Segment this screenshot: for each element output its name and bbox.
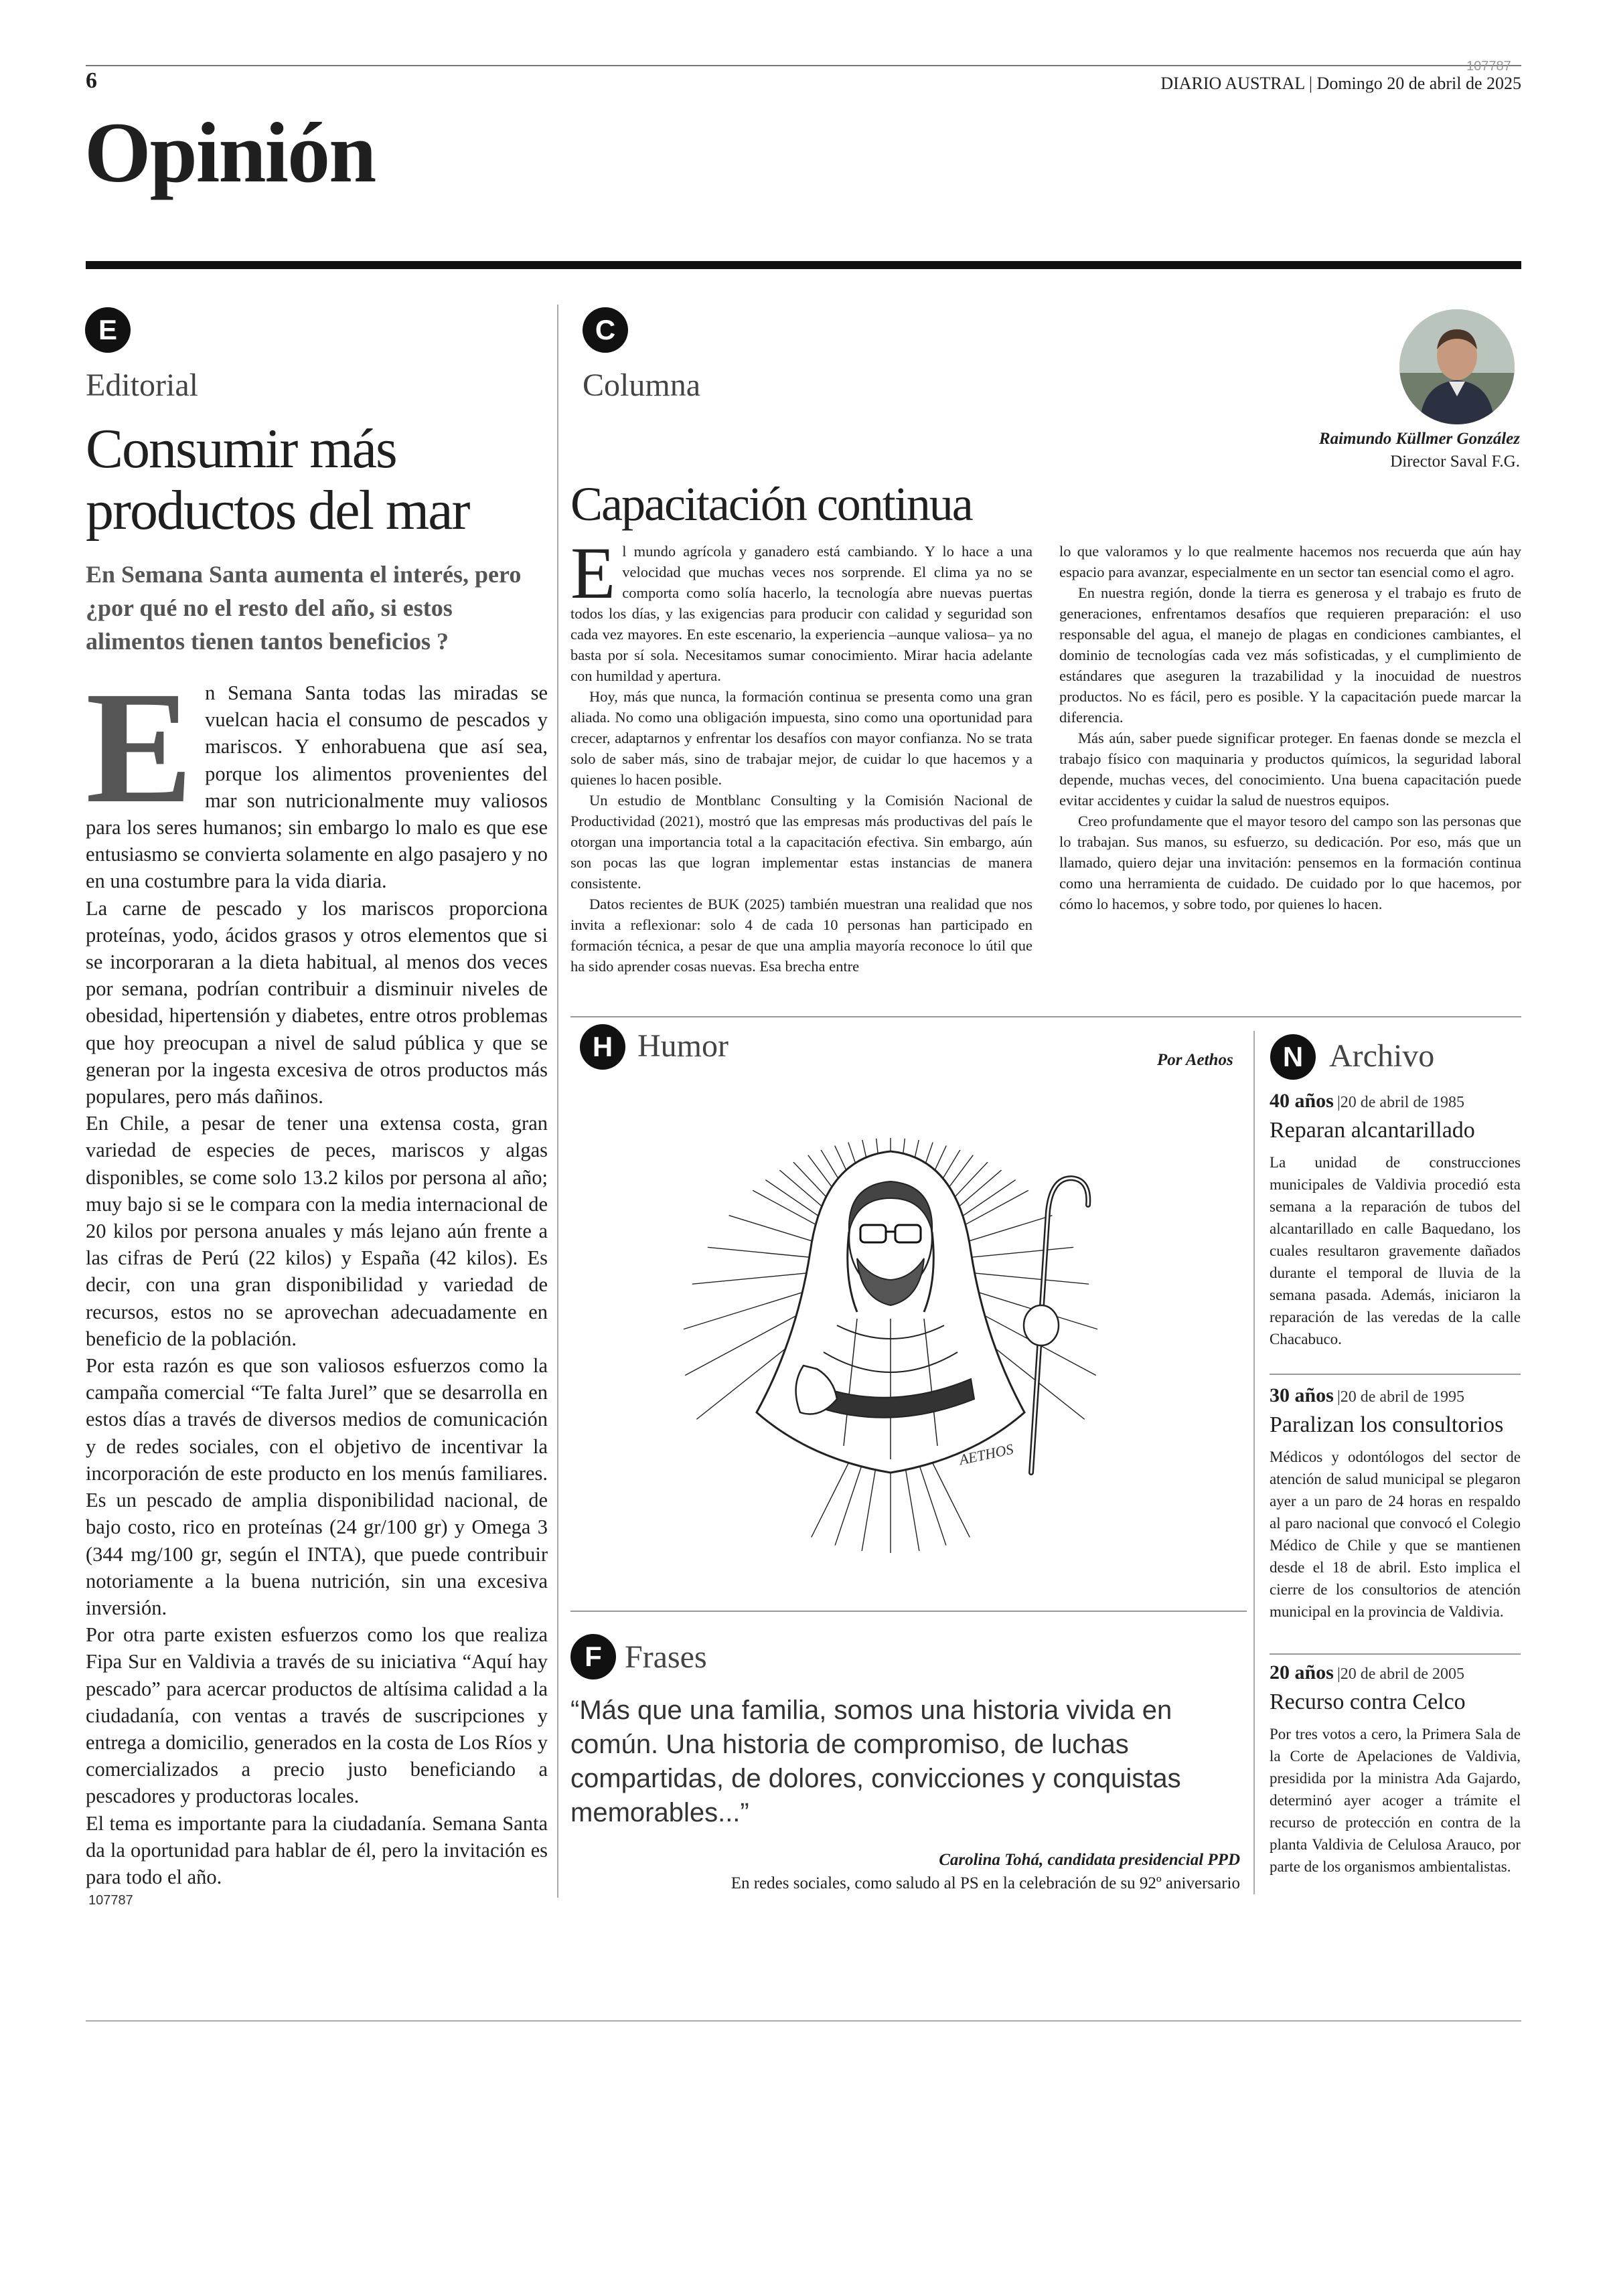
column-bottom-rule (570, 1016, 1521, 1017)
editorial-label: Editorial (86, 367, 198, 403)
column-badge: C (583, 307, 628, 353)
archive-body: La unidad de construcciones municipales de Valdivia procedió esta semana a la reparación de tubos del alcantarillado en calle Baquedano, los cuales resultaron gravemente dañados durante el temporal de lluvia de la semana pasada. Además, iniciaron la reparación de las veredas de la calle Chacabuco. (1270, 1154, 1521, 1347)
column-dropcap: E (570, 532, 616, 614)
archive-date-text: 20 de abril de 1995 (1340, 1388, 1465, 1406)
editorial-body (86, 658, 548, 1890)
author-name: Raimundo Küllmer González (1318, 430, 1520, 448)
publication-name: DIARIO AUSTRAL (1160, 74, 1305, 93)
editorial-paragraph: En Chile, a pesar de tener una extensa costa, gran variedad de especies de peces, mariscos y algas disponibles, se come solo 13.2 kilos por persona al año; muy bajo si se le compara con la media internacional de 20 kilos por persona anuales y más lejano aún frente a las cifras de Perú (22 kilos) y España (42 kilos). Es decir, con una gran disponibilidad y variedad de recursos, estos no se aprovechan adecuadamente en beneficio de la población. (86, 1112, 548, 1350)
section-heavy-rule (86, 261, 1521, 269)
shepherd-illustration-icon (656, 1098, 1125, 1566)
column-paragraph: En nuestra región, donde la tierra es generosa y el trabajo es fruto de generaciones, enfrentamos desafíos que requieren preparación: el uso responsable del agua, el manejo de plagas en condiciones cambiantes, el dominio de tecnologías cada vez más sofisticadas, y el cumplimiento de estándares que aseguren la trazabilidad y la inocuidad de nuestros productos. No es fácil, pero es posible. Y la capacitación puede marcar la diferencia. (1059, 584, 1521, 726)
editorial-paragraph: Por esta razón es que son valiosos esfuerzos como la campaña comercial “Te falta Jurel” que se desarrolla en estos días a través de diversos medios de comunicación y de redes sociales, con el objetivo de incentivar la incorporación de este producto en los menús familiares. Es un pescado de amplia disponibilidad nacional, de bajo costo, rico en proteínas (24 gr/100 gr) y Omega 3 (344 mg/100 gr, según el INTA), que puede contribuir notoriamente a la buena nutrición, sin una excesiva inversión. (86, 1354, 548, 1619)
frases-context: En redes sociales, como saludo al PS en la celebración de su 92º aniversario (731, 1874, 1240, 1892)
column-paragraph: Más aún, saber puede significar proteger. En faenas donde se mezcla el trabajo físico con maquinaria y productos químicos, la seguridad laboral depende, muchas veces, del conocimiento. Una buena capacitación puede evitar accidentes y cuidar la salud de nuestros equipos. (1059, 730, 1521, 809)
archive-item (1270, 1384, 1521, 1623)
column-paragraph: Hoy, más que nunca, la formación continua se presenta como una gran aliada. No como una obligación impuesta, sino como una oportunidad para crecer, adaptarnos y enfrentar los desafíos con mayor confianza. No se trata solo de saber más, sino de trabajar mejor, de cuidar lo que hacemos y a quienes lo hacen posible. (570, 688, 1032, 788)
archive-date: |20 de abril de 2005 (1336, 1665, 1465, 1683)
column-label: Columna (583, 367, 700, 403)
humor-bottom-rule (570, 1611, 1247, 1612)
archive-date-text: 20 de abril de 2005 (1340, 1665, 1465, 1683)
page-bottom-rule (86, 2020, 1521, 2022)
frases-label: Frases (625, 1639, 707, 1675)
archive-item (1270, 1090, 1521, 1350)
cartoon-signature: AETHOS (958, 1440, 1015, 1469)
archive-years: 30 años (1270, 1384, 1334, 1406)
column-body-col1 (570, 532, 1032, 977)
author-role: Director Saval F.G. (1390, 453, 1520, 471)
archive-body: Médicos y odontólogos del sector de atención de salud municipal se plegaron ayer a un paro de 24 horas en respaldo al paro nacional que convocó el Colegio Médico de Chile y que se mantienen desde el 18 de abril. Esto implica el cierre de los consultorios de atención municipal en la provincia de Valdivia. (1270, 1449, 1521, 1620)
publication-date: Domingo 20 de abril de 2025 (1316, 74, 1521, 93)
editorial-paragraph: Por otra parte existen esfuerzos como los que realiza Fipa Sur en Valdivia a través de su iniciativa “Aquí hay pescado” para acercar productos de altísima calidad a la ciudadanía, con ventas a través de suscripciones y entrega a domicilio, generados en la costa de Los Ríos y comercializados a precio justo beneficiando a pescadores y productoras locales. (86, 1623, 548, 1808)
humor-cartoon (656, 1098, 1125, 1566)
author-photo (1399, 309, 1515, 424)
editorial-badge: E (85, 307, 131, 353)
top-rule (86, 65, 1521, 66)
archive-headline: Paralizan los consultorios (1270, 1412, 1504, 1437)
masthead-line (1160, 74, 1521, 94)
archivo-label: Archivo (1329, 1038, 1435, 1074)
separator: | (1308, 74, 1313, 93)
editorial-paragraph: La carne de pescado y los mariscos proporciona proteínas, yodo, ácidos grasos y otros elementos que si se incorporaran a la dieta habitual, al menos dos veces por semana, podrían contribuir a disminuir niveles de obesidad, hipertensión y diabetes, entre otros problemas que hoy preocupan a nivel de salud pública y que se generan por la ingesta excesiva de otros productos más populares, pero más dañinos. (86, 896, 548, 1109)
archive-years: 20 años (1270, 1661, 1334, 1684)
author-portrait-icon (1399, 309, 1515, 424)
editorial-paragraph: El tema es importante para la ciudadanía. Semana Santa da la oportunidad para hablar de él, pero la invitación es para todo el año. (86, 1811, 548, 1888)
column-paragraph: lo que valoramos y lo que realmente hacemos nos recuerda que aún hay espacio para avanzar, especialmente en un sector tan esencial como el agro. (1059, 543, 1521, 580)
humor-label: Humor (637, 1028, 729, 1064)
editorial-subtitle: En Semana Santa aumenta el interés, pero ¿por qué no el resto del año, si estos alimentos tienen tantos beneficios ? (86, 561, 522, 655)
archive-separator (1270, 1374, 1521, 1375)
column-title: Capacitación continua (570, 477, 972, 531)
archive-headline: Reparan alcantarillado (1270, 1118, 1475, 1143)
frases-quote: “Más que una familia, somos una historia vivida en común. Una historia de compromiso, de luchas compartidas, de dolores, convicciones y conquistas memorables...” (570, 1696, 1181, 1827)
frases-attribution: Carolina Tohá, candidata presidencial PPD (939, 1851, 1240, 1869)
ref-code: 107787 (1466, 59, 1511, 74)
archive-date: |20 de abril de 1995 (1336, 1388, 1465, 1406)
archive-years: 40 años (1270, 1090, 1334, 1112)
frases-badge: F (570, 1634, 616, 1679)
column-paragraph: l mundo agrícola y ganadero está cambiando. Y lo hace a una velocidad que muchas veces nos sorprende. El clima ya no se comporta como solía hacerlo, la tecnología abre nuevas puertas todos los días, y las exigencias para producir con calidad y seguridad son cada vez mayores. En este escenario, la experiencia –aunque valiosa– ya no basta por sí sola. Necesitamos sumar conocimiento. Mirar hacia adelante con humildad y apertura. (570, 543, 1032, 684)
column-paragraph: Creo profundamente que el mayor tesoro del campo son las personas que lo trabajan. Sus manos, su esfuerzo, su dedicación. Por eso, más que un llamado, quiero dejar una invitación: pensemos en la formación continua como una herramienta de cuidado. De cuidado por lo que hacemos, por cómo lo hacemos, y sobre todo, por quienes lo hacen. (1059, 813, 1521, 912)
archive-body: Por tres votos a cero, la Primera Sala de la Corte de Apelaciones de Valdivia, presidida por la ministra Ada Gajardo, determinó ayer acoger a trámite el recurso de protección en contra de la planta Valdivia de Celulosa Arauco, por parte de los organismos ambientalistas. (1270, 1726, 1521, 1875)
archive-separator (1270, 1653, 1521, 1655)
editorial-footer-code: 107787 (88, 1893, 133, 1908)
archive-headline: Recurso contra Celco (1270, 1690, 1466, 1714)
column-divider (557, 305, 558, 1898)
archive-date: |20 de abril de 1985 (1336, 1094, 1465, 1111)
section-title: Opinión (84, 105, 376, 200)
humor-byline: Por Aethos (1157, 1051, 1233, 1069)
humor-badge: H (580, 1024, 625, 1070)
column-body-col2 (1059, 541, 1521, 914)
archivo-badge: N (1270, 1034, 1316, 1080)
archive-date-text: 20 de abril de 1985 (1340, 1094, 1465, 1111)
column-paragraph: Un estudio de Montblanc Consulting y la Comisión Nacional de Productividad (2021), mostró que las empresas más productivas del país le otorgan una importancia total a la capacitación efectiva. Sin embargo, aún son pocas las que logran implementar estas instancias de manera consistente. (570, 792, 1032, 892)
archive-divider (1253, 1031, 1255, 1894)
editorial-title: Consumir más productos del mar (86, 418, 469, 542)
column-paragraph: Datos recientes de BUK (2025) también muestran una realidad que nos invita a reflexionar: solo 4 de cada 10 personas han participado en formación técnica, a pesar de que una amplia mayoría reconoce lo útil que ha sido aprender cosas nuevas. Esa brecha entre (570, 896, 1032, 975)
editorial-dropcap: E (86, 658, 194, 836)
editorial-paragraph: n Semana Santa todas las miradas se vuelcan hacia el consumo de pescados y mariscos. Y enhorabuena que así sea, porque los alimentos provenientes del mar son nutricionalmente muy valiosos para los seres humanos; sin embargo lo malo es que ese entusiasmo se convierta solamente en algo pasajero y no en una costumbre para la vida diaria. (86, 681, 548, 893)
page-number: 6 (86, 68, 97, 93)
archive-item (1270, 1661, 1521, 1878)
